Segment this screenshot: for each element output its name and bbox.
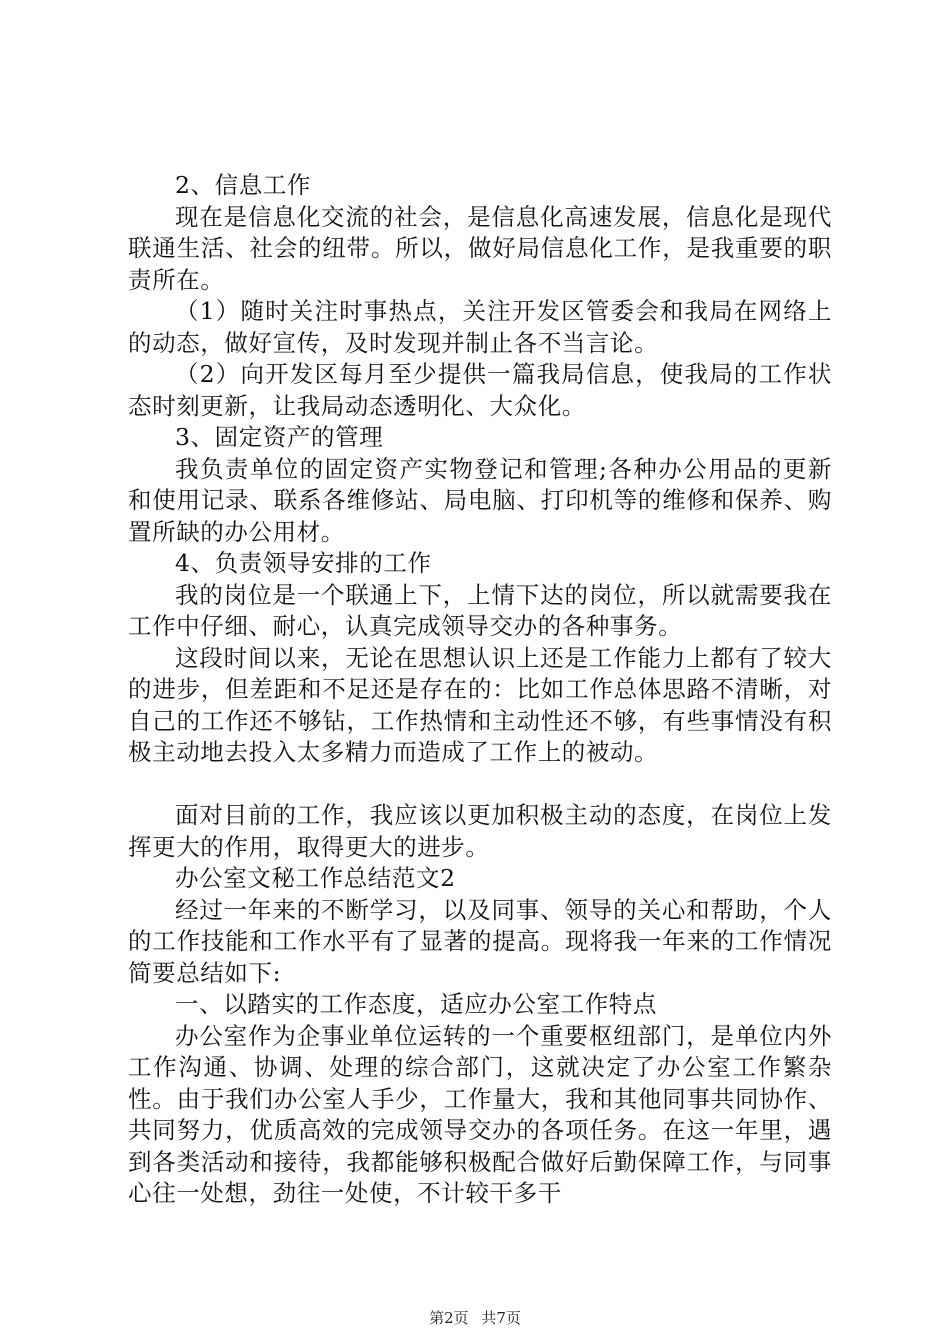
section-heading: 2、信息工作 [175,171,312,199]
list-item: （2）向开发区每月至少提供一篇我局信息，使我局的工作状态时刻更新，让我局动态透明化、大众化。 [128,360,832,420]
body-paragraph: 现在是信息化交流的社会，是信息化高速发展，信息化是现代联通生活、社会的纽带。所以，做好局信息化工作，是我重要的职责所在。 [128,202,832,294]
body-paragraph: 这段时间以来，无论在思想认识上还是工作能力上都有了较大的进步，但差距和不足还是存在的：比如工作总体思路不清晰，对自己的工作还不够钻，工作热情和主动性还不够，有些事情没有积极主动地去投入太多精力而造成了工作上的被动。 [128,643,832,766]
body-paragraph: 我的岗位是一个联通上下，上情下达的岗位，所以就需要我在工作中仔细、耐心，认真完成领导交办的各种事务。 [128,580,832,640]
body-paragraph: 经过一年来的不断学习，以及同事、领导的关心和帮助，个人的工作技能和工作水平有了显著的提高。现将我一年来的工作情况简要总结如下: [128,895,832,987]
page-number: 第2页 [429,1309,469,1327]
section-heading: 一、以踏实的工作态度，适应办公室工作特点 [175,990,657,1018]
page-footer [0,1308,950,1328]
document-body [128,170,832,1210]
blank-line [128,769,832,801]
page-total: 共7页 [481,1309,521,1327]
list-item: （1）随时关注时事热点，关注开发区管委会和我局在网络上的动态，做好宣传，及时发现并制止各不当言论。 [128,297,832,357]
section-heading: 3、固定资产的管理 [175,423,384,451]
body-paragraph: 面对目前的工作，我应该以更加积极主动的态度，在岗位上发挥更大的作用，取得更大的进步。 [128,801,832,861]
section-heading: 4、负责领导安排的工作 [175,549,432,577]
body-paragraph: 办公室作为企事业单位运转的一个重要枢纽部门，是单位内外工作沟通、协调、处理的综合部门，这就决定了办公室工作繁杂性。由于我们办公室人手少，工作量大，我和其他同事共同协作、共同努力，优质高效的完成领导交办的各项任务。在这一年里，遇到各类活动和接待，我都能够积极配合做好后勤保障工作，与同事心往一处想，劲往一处使，不计较干多干 [128,1021,832,1207]
body-paragraph: 我负责单位的固定资产实物登记和管理;各种办公用品的更新和使用记录、联系各维修站、局电脑、打印机等的维修和保养、购置所缺的办公用材。 [128,454,832,546]
document-title: 办公室文秘工作总结范文2 [175,864,456,892]
